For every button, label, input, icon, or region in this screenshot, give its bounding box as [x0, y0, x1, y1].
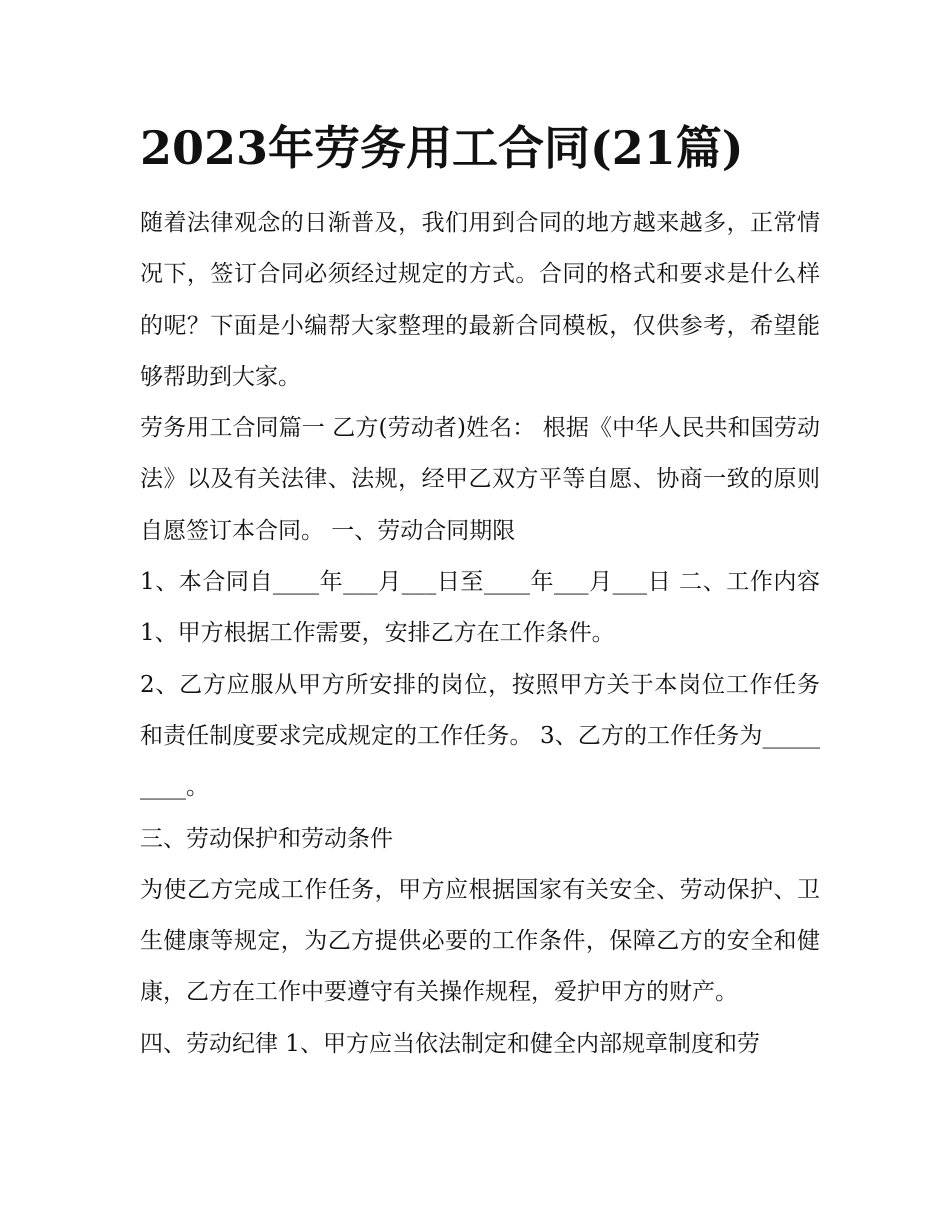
paragraph-labor-protection: 为使乙方完成工作任务，甲方应根据国家有关安全、劳动保护、卫生健康等规定，为乙方提供必要的工作条件，保障乙方的安全和健康，乙方在工作中要遵守有关操作规程，爱护甲方的财产。	[140, 876, 820, 1006]
paragraph-contract-one-preamble: 劳务用工合同篇一 乙方(劳动者)姓名： 根据《中华人民共和国劳动法》以及有关法律、法规，经甲乙双方平等自愿、协商一致的原则自愿签订本合同。 一、劳动合同期限	[140, 415, 820, 544]
paragraph-job-duties: 2、乙方应服从甲方所安排的岗位，按照甲方关于本岗位工作任务和责任制度要求完成规定的工作任务。 3、乙方的工作任务为_________。	[140, 671, 820, 801]
document-title: 2023年劳务用工合同(21篇)	[140, 121, 744, 175]
paragraph-intro: 随着法律观念的日渐普及，我们用到合同的地方越来越多，正常情况下，签订合同必须经过规定的方式。合同的格式和要求是什么样的呢？下面是小编帮大家整理的最新合同模板，仅供参考，希望能够帮助到大家。	[140, 210, 820, 390]
paragraph-term-and-content: 1、本合同自____年___月___日至____年___月___日 二、工作内容 1、甲方根据工作需要，安排乙方在工作条件。	[140, 569, 820, 647]
paragraph-labor-discipline: 四、劳动纪律 1、甲方应当依法制定和健全内部规章制度和劳	[140, 1030, 760, 1057]
document-body	[140, 198, 820, 1070]
section-heading-labor-protection: 三、劳动保护和劳动条件	[140, 825, 393, 852]
